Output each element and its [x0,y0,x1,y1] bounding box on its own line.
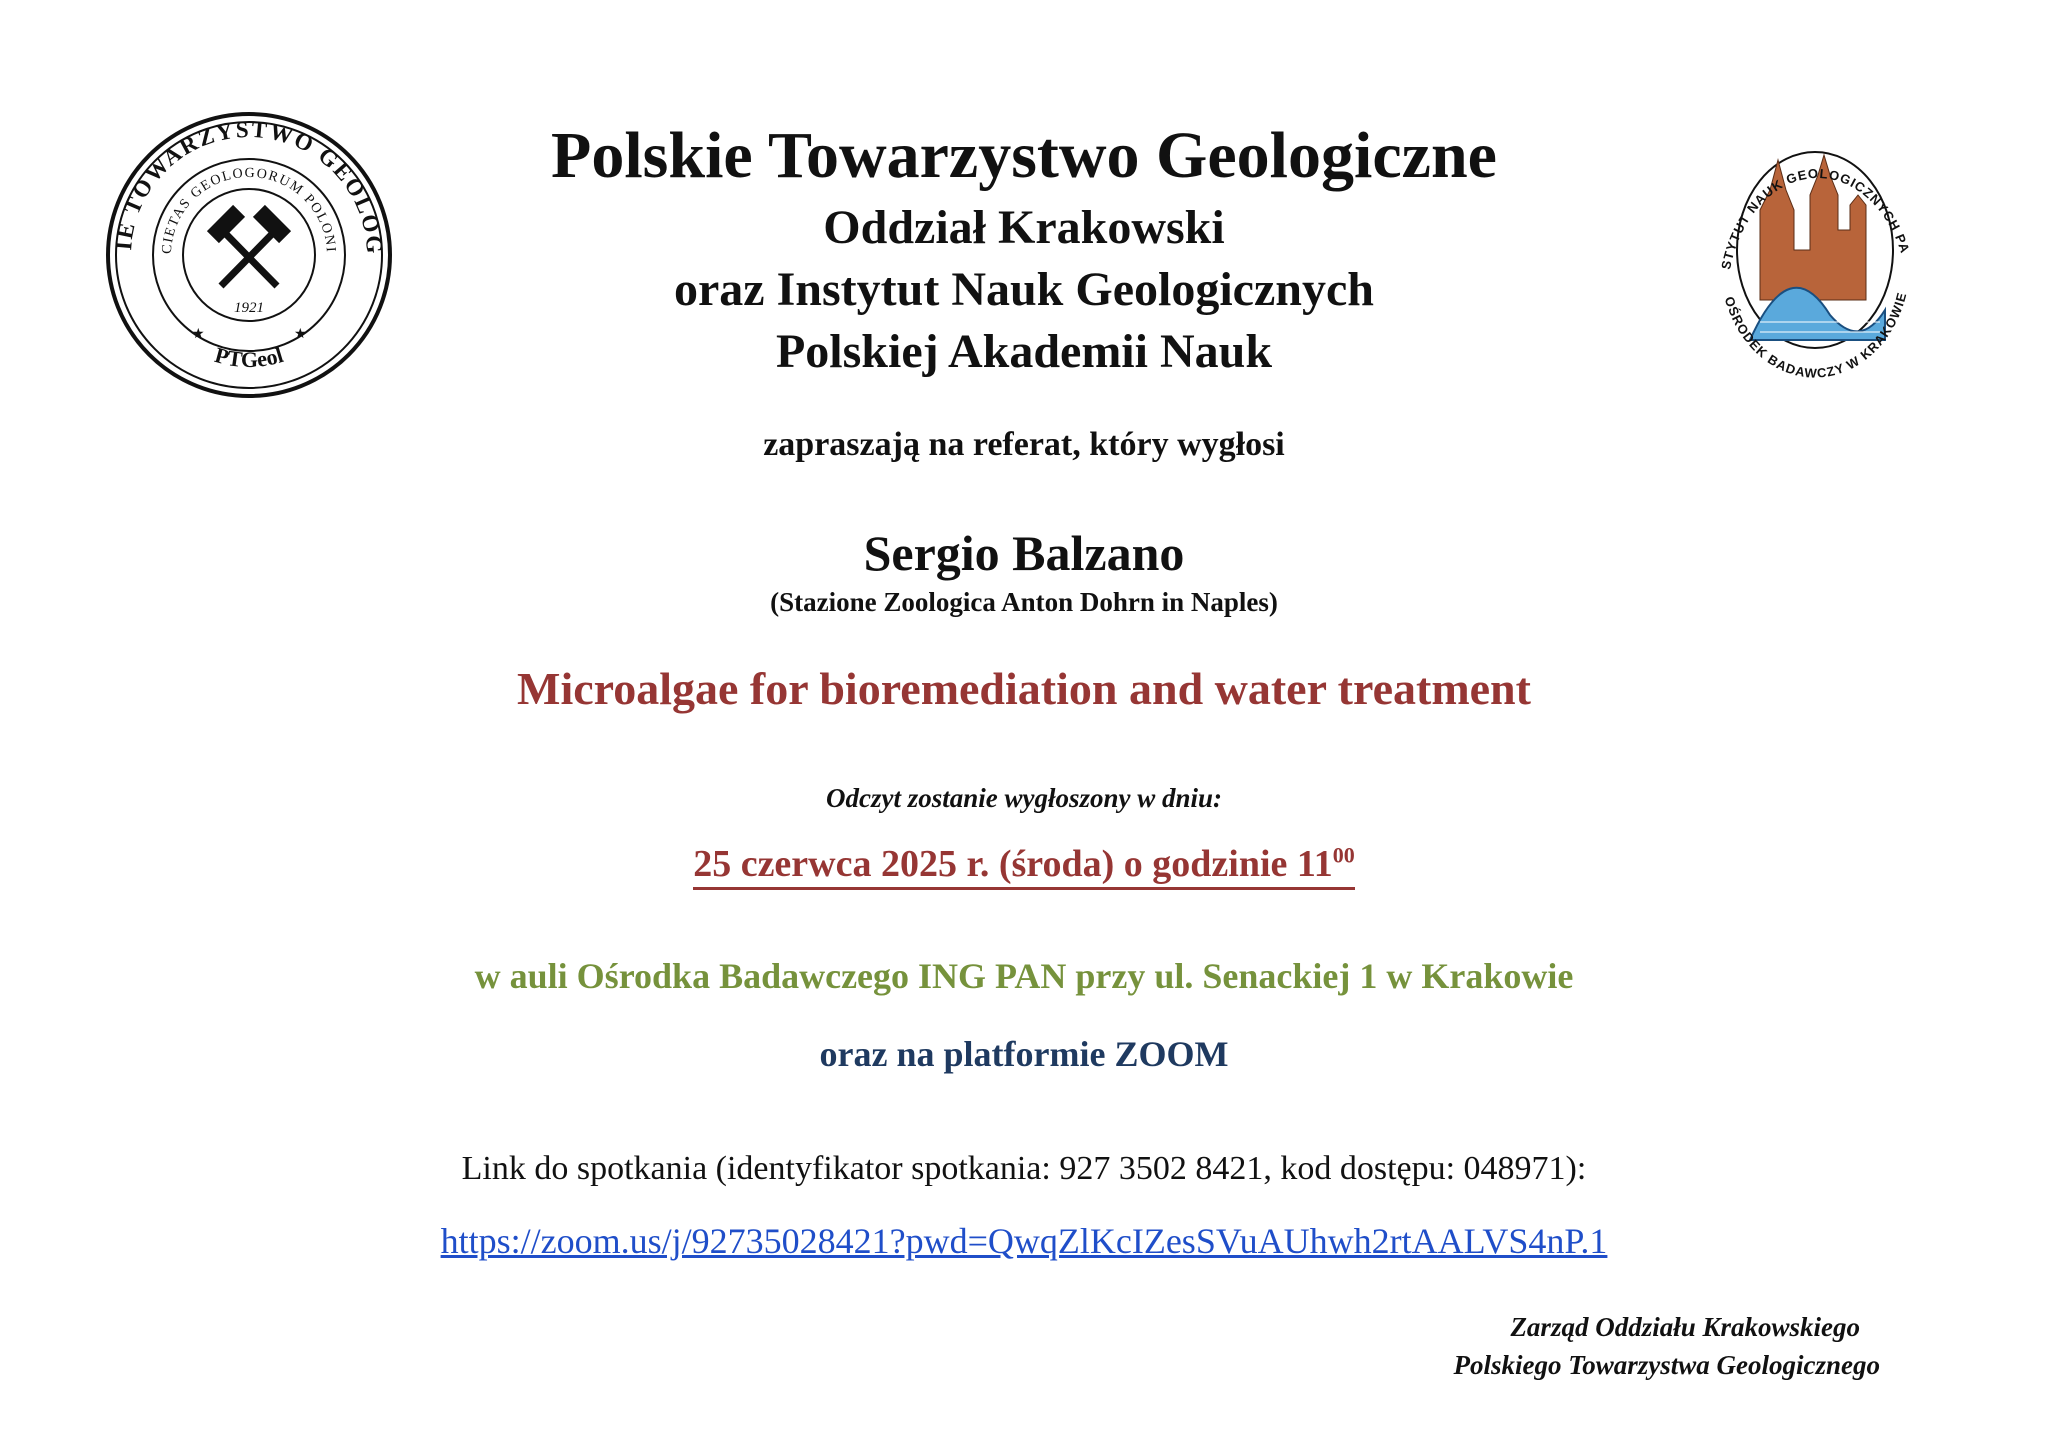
meeting-link-description: Link do spotkania (identyfikator spotkania: 927 3502 8421, kod dostępu: 048971): [461,1150,1587,1187]
svg-text:★: ★ [294,327,307,342]
speaker-affiliation: (Stazione Zoologica Anton Dohrn in Naples) [770,587,1278,617]
svg-text:SOCIETAS GEOLOGORUM POLONIAE: CIETAS GEOLOGORUM POLONI [159,165,339,255]
zoom-link-container [0,1220,2048,1262]
academy-line: Polskiej Akademii Nauk [775,325,1273,378]
date-heading: Odczyt zostanie wygłoszony w dniu: [825,783,1223,813]
svg-text:★: ★ [192,327,205,342]
svg-text:INSTYTUT NAUK GEOLOGICZNYCH PA: STYTUT NAUK GEOLOGICZNYCH PA [1718,165,1913,271]
svg-text:PTGeol: PTGeol [212,342,286,373]
talk-title: Microalgae for bioremediation and water treatment [517,663,1531,714]
svg-text:OŚRODEK BADAWCZY W KRAKOWIE: OŚRODEK BADAWCZY W KRAKOWIE [1721,290,1910,381]
event-date-text: 25 czerwca 2025 r. (środa) o godzinie $11^{00}$ [693,843,1355,890]
signature-line-1: Zarząd Oddziału Krakowskiego [1510,1312,1860,1342]
time-minutes: 00 [1332,842,1355,868]
signature-line-2: Polskiego Towarzystwa Geologicznego [1453,1350,1880,1380]
svg-text:POLSKIE TOWARZYSTWO GEOLOGICZN: IE TOWARZYSTWO GEOLOG [111,116,388,257]
organization-title: Polskie Towarzystwo Geologiczne [551,119,1497,192]
zoom-meeting-link[interactable]: https://zoom.us/j/92735028421?pwd=QwqZlKcIZesSVuAUhwh2rtAALVS4nP.1 [440,1221,1608,1261]
invitation-text: zapraszają na referat, który wygłosi [763,426,1285,463]
partner-institute-line: oraz Instytut Nauk Geologicznych [674,263,1374,316]
venue-text: w auli Ośrodka Badawczego ING PAN przy ul. Senackiej 1 w Krakowie [474,956,1574,996]
svg-text:1921: 1921 [234,300,264,316]
speaker-name: Sergio Balzano [863,525,1185,581]
branch-subtitle: Oddział Krakowski [823,201,1225,254]
platform-text: oraz na platformie ZOOM [819,1034,1229,1074]
event-date [0,842,2048,886]
